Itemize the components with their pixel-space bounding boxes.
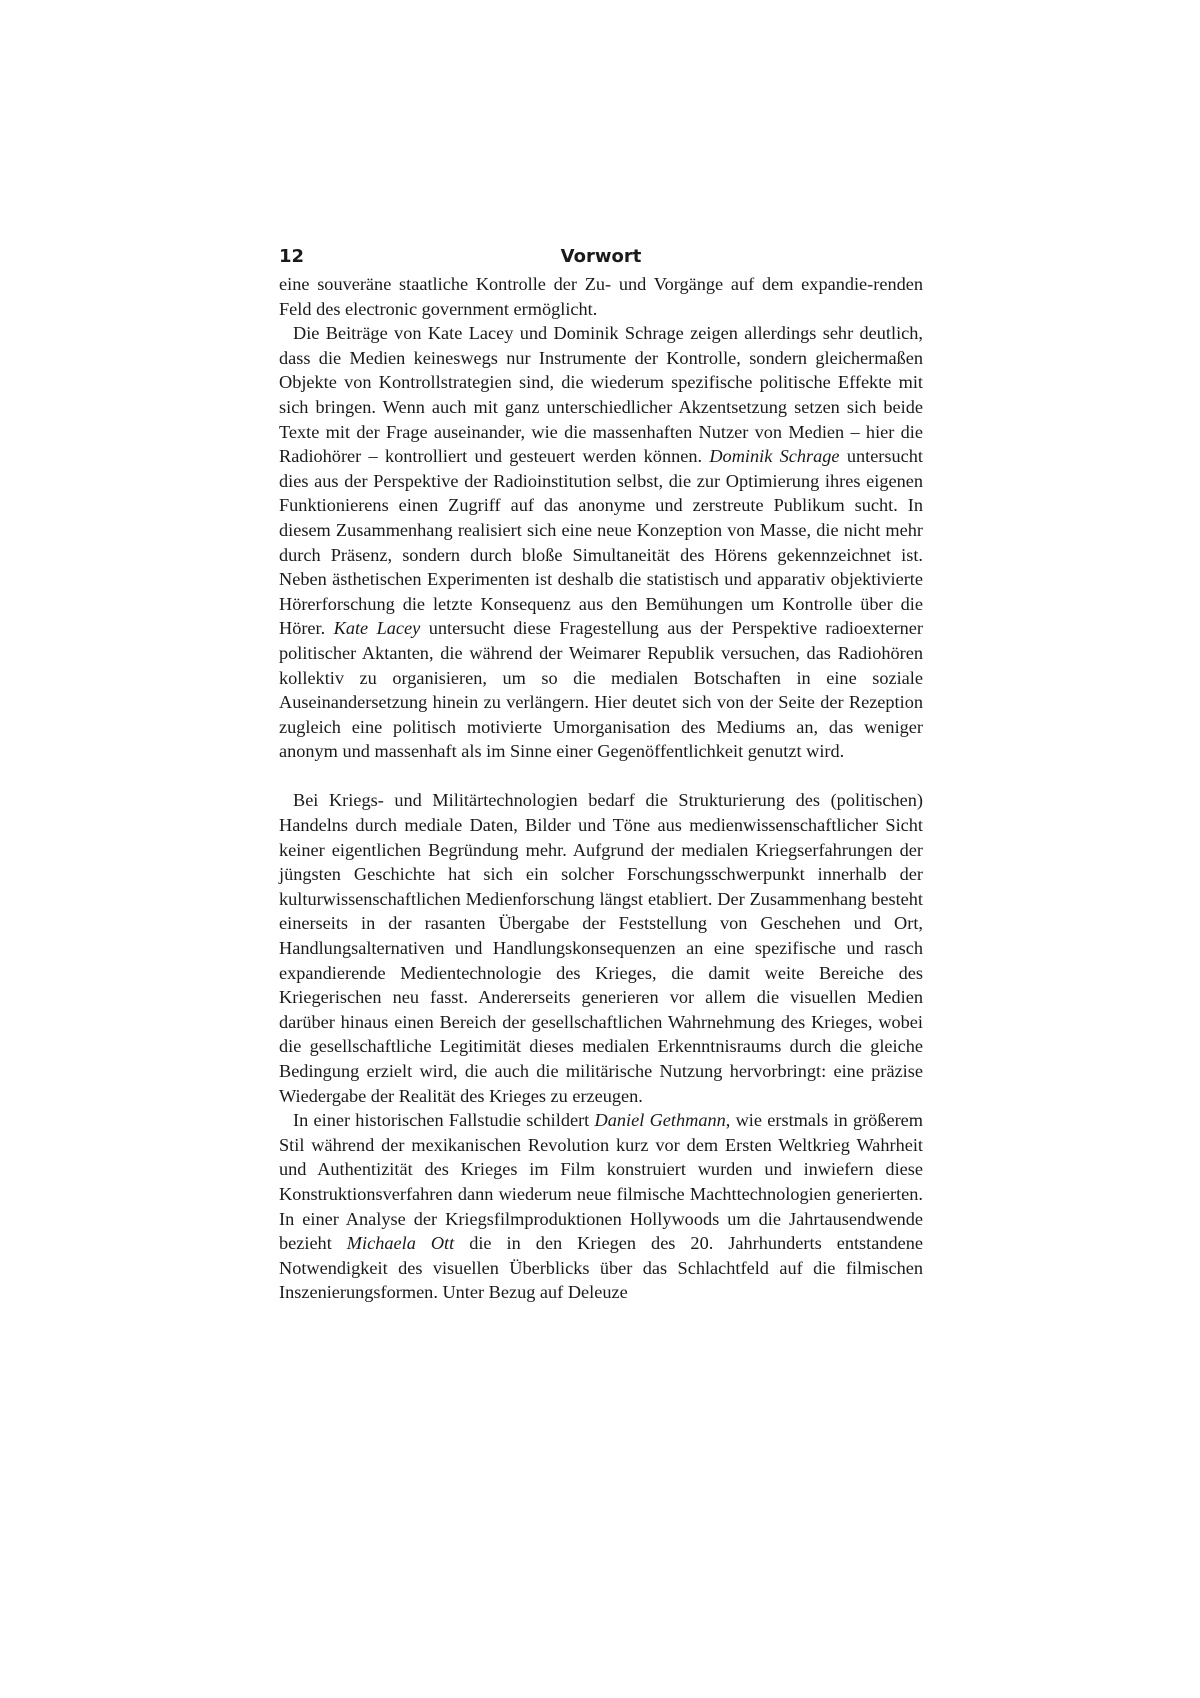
book-page: [279, 242, 923, 1305]
author-name-ott: Michaela Ott: [346, 1233, 455, 1254]
page-header: [279, 242, 923, 272]
paragraph-2-text-b: untersucht dies aus der Perspektive der Radioinstitution selbst, die zur Optimierung ihres eigenen Funktionierens einen Zugriff auf das anonyme und zerstreute Publikum sucht. In diesem Zusammenhang realisiert sich eine neue Konzeption von Masse, die nicht mehr durch Präsenz, sondern durch bloße Simultaneität des Hörens gekennzeichnet ist. Neben ästhetischen Experimenten ist deshalb die statistisch und apparativ objektivierte Hörerforschung die letzte Konsequenz aus den Bemühungen um Kontrolle über die Hörer.: [279, 446, 923, 639]
paragraph-1: [279, 272, 923, 321]
page-number: 12: [279, 246, 305, 267]
body-text: [279, 272, 923, 1305]
paragraph-3: [279, 788, 923, 1108]
running-head: Vorwort: [560, 246, 642, 267]
paragraph-4: [279, 1108, 923, 1305]
paragraph-2-text-a: Die Beiträge von Kate Lacey und Dominik Schrage zeigen allerdings sehr deutlich, dass die Medien keineswegs nur Instrumente der Kontrolle, sondern gleichermaßen Objekte von Kontrollstrategien sind, die wiederum spezifische politische Effekte mit sich bringen. Wenn auch mit ganz unterschiedlicher Akzentsetzung setzen sich beide Texte mit der Frage auseinander, wie die massenhaften Nutzer von Medien – hier die Radiohörer – kontrolliert und gesteuert werden können.: [279, 323, 923, 467]
paragraph-1-text: eine souveräne staatliche Kontrolle der Zu- und Vorgänge auf dem expandie-renden Feld des electronic government ermöglicht.: [279, 274, 923, 319]
paragraph-4-text-c: die in den Kriegen des 20. Jahrhunderts entstandene Notwendigkeit des visuellen Überblicks über das Schlachtfeld auf die filmischen Inszenierungsformen. Unter Bezug auf Deleuze: [279, 1233, 923, 1303]
author-name-schrage: Dominik Schrage: [709, 446, 840, 467]
paragraph-4-text-b: , wie erstmals in größerem Stil während der mexikanischen Revolution kurz vor dem Ersten Weltkrieg Wahrheit und Authentizität des Krieges im Film konstruiert wurden und inwiefern diese Konstruktionsverfahren dann wiederum neue filmische Machttechnologien generierten. In einer Analyse der Kriegsfilmproduktionen Hollywoods um die Jahrtausendwende bezieht: [279, 1110, 923, 1254]
paragraph-2-text-c: untersucht diese Fragestellung aus der Perspektive radioexterner politischer Aktanten, die während der Weimarer Republik versuchen, das Radiohören kollektiv zu organisieren, um so die medialen Botschaften in eine soziale Auseinandersetzung hinein zu verlängern. Hier deutet sich von der Seite der Rezeption zugleich eine politisch motivierte Umorganisation des Mediums an, das weniger anonym und massenhaft als im Sinne einer Gegenöffentlichkeit genutzt wird.: [279, 618, 924, 762]
paragraph-2: [279, 321, 923, 764]
author-name-gethmann: Daniel Gethmann: [594, 1110, 726, 1131]
author-name-lacey: Kate Lacey: [333, 618, 421, 639]
paragraph-4-text-a: In einer historischen Fallstudie schildert: [293, 1110, 595, 1131]
paragraph-3-text: Bei Kriegs- und Militärtechnologien bedarf die Strukturierung des (politischen) Handelns durch mediale Daten, Bilder und Töne aus medienwissenschaftlicher Sicht keiner eigentlichen Begründung mehr. Aufgrund der medialen Kriegserfahrungen der jüngsten Geschichte hat sich ein solcher Forschungsschwerpunkt innerhalb der kulturwissenschaftlichen Medienforschung längst etabliert. Der Zusammenhang besteht einerseits in der rasanten Übergabe der Feststellung von Geschehen und Ort, Handlungsalternativen und Handlungskonsequenzen an eine spezifische und rasch expandierende Medientechnologie des Krieges, die damit weite Bereiche des Kriegerischen neu fasst. Andererseits generieren vor allem die visuellen Medien darüber hinaus einen Bereich der gesellschaftlichen Wahrnehmung des Krieges, wobei die gesellschaftliche Legitimität dieses medialen Erkenntnisraums durch die gleiche Bedingung erzielt wird, die auch die militärische Nutzung hervorbringt: eine präzise Wiedergabe der Realität des Krieges zu erzeugen.: [279, 790, 923, 1106]
